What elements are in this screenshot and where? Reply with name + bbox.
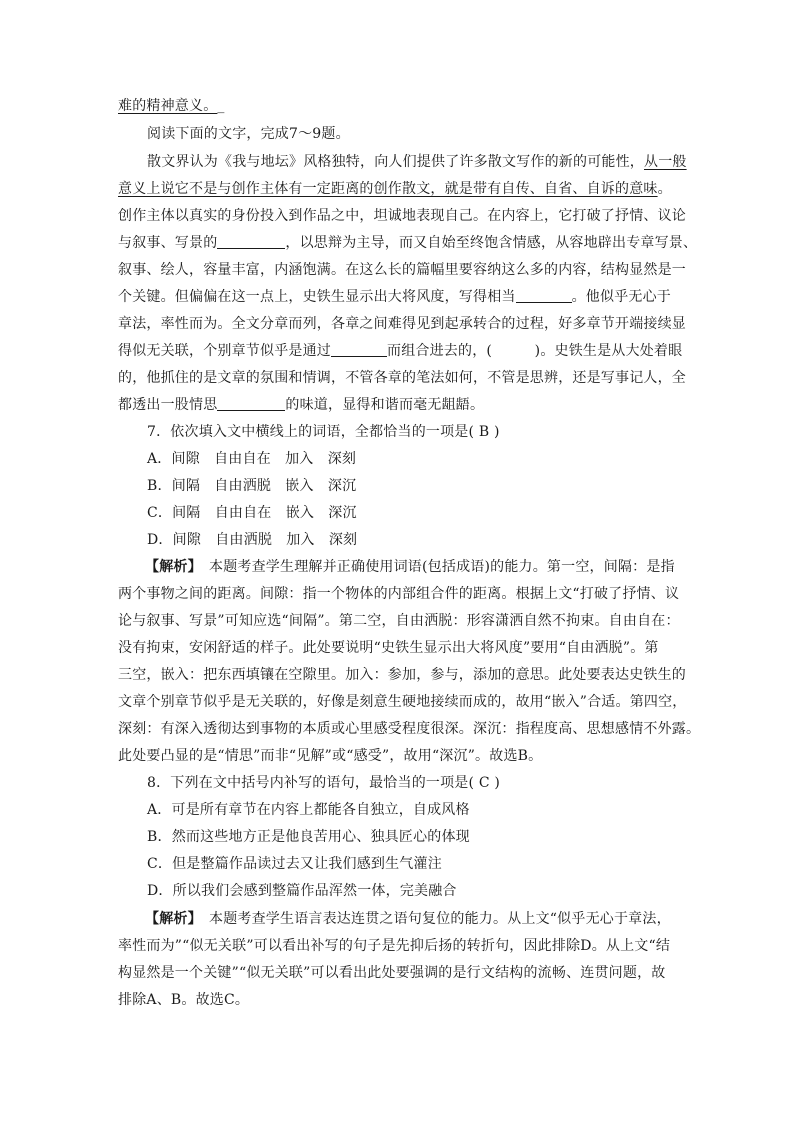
question-7-analysis-line-5: 文章个别章节似乎是无关联的，好像是刻意生硬地接续而成的，故用“嵌入”合适。第四空， [118, 694, 687, 710]
question-7-analysis-line-2: 论与叙事、写景”可知应选“间隔”。第二空，自由洒脱：形容潇洒自然不拘束。自由自在： [118, 613, 680, 629]
fill-blank-1 [217, 234, 285, 249]
passage-line-1 [147, 152, 707, 172]
analysis-label: 【解析】 [145, 559, 195, 575]
underlined-text: 意义上说它不是与创作主体有一定距离的创作散文，就是带有自传、自省、自诉的意味 [118, 181, 658, 197]
passage-text: 。 [657, 181, 672, 197]
question-7-option-b: B．间隔 自由洒脱 嵌入 深沉 [147, 478, 357, 494]
question-7-analysis-line-4: 三空，嵌入：把东西填镶在空隙里。加入：参加，参与，添加的意思。此处要表达史铁生的 [118, 667, 686, 683]
fill-blank-4 [217, 396, 285, 411]
question-7-analysis-line-6: 深刻：有深入透彻达到事物的本质或心里感受程度很深。深沉：指程度高、思想感情不外露。 [118, 721, 701, 737]
passage-text: 散文界认为《我与地坛》风格独特，向人们提供了许多散文写作的新的可能性， [147, 154, 644, 170]
question-7-analysis-line-1: 两个事物之间的距离。间隙：指一个物体的内部组合件的距离。根据上文“打破了抒情、议 [118, 586, 680, 602]
underlined-text: 难的精神意义。 [118, 98, 218, 114]
question-8-option-a: A．可是所有章节在内容上都能各自独立，自成风格 [147, 802, 470, 818]
passage-text: 与叙事、写景的 [118, 235, 218, 251]
question-8-option-b: B．然而这些地方正是他良苦用心、独具匠心的体现 [147, 829, 470, 845]
passage-text: 都透出一股情思 [118, 397, 218, 413]
question-8-analysis-line-3: 排除A、B。故选C。 [118, 992, 250, 1008]
passage-line-5: 叙事、绘人，容量丰富，内涵饱满。在这么长的篇幅里要容纳这么多的内容，结构显然是一 [118, 262, 686, 278]
question-7-stem: 7．依次填入文中横线上的词语，全都恰当的一项是( B ) [147, 424, 500, 440]
question-8-option-d: D．所以我们会感到整篇作品浑然一体，完美融合 [147, 883, 457, 899]
passage-line-3: 创作主体以真实的身份投入到作品之中，坦诚地表现自己。在内容上，它打破了抒情、议论 [118, 208, 686, 224]
question-7-analysis-line-3: 没有拘束，安闲舒适的样子。此处要说明“史铁生显示出大将风度”要用“自由洒脱”。第 [118, 640, 659, 656]
question-8-stem: 8．下列在文中括号内补写的语句，最恰当的一项是( C ) [147, 775, 501, 791]
passage-text: 而组合进去的，( )。史铁生是从大处着眼 [387, 343, 683, 359]
underlined-text: 从一般 [644, 154, 687, 170]
analysis-text: 本题考查学生语言表达连贯之语句复位的能力。从上文“似乎无心于章法， [194, 911, 671, 927]
passage-text: ，以思辩为主导，而又自始至终饱含情感，从容地辟出专章写景、 [285, 235, 698, 251]
question-8-analysis-line-1: 率性而为”“似无关联”可以看出补写的句子是先抑后扬的转折句，因此排除D。从上文“结 [118, 938, 671, 954]
fill-blank-2 [516, 288, 572, 303]
question-7-analysis-line-0 [145, 557, 705, 577]
passage-line-9: 的，他抓住的是文章的氛围和情调，不管各章的笔法如何，不管是思辨，还是写事记人，全 [118, 370, 686, 386]
passage-line-0 [118, 96, 678, 116]
trailing-mark: _ [217, 98, 225, 114]
question-7-option-c: C．间隔 自由自在 嵌入 深沉 [147, 505, 357, 521]
passage-text: 得似无关联，个别章节似乎是通过 [118, 343, 331, 359]
passage-line-2 [118, 179, 678, 199]
fill-blank-3 [331, 342, 387, 357]
passage-line-10 [118, 395, 678, 415]
question-8-analysis-line-0 [145, 909, 705, 929]
question-8-analysis-line-2: 构显然是一个关键”“似无关联”可以看出此处要强调的是行文结构的流畅、连贯问题，故 [118, 965, 666, 981]
question-8-option-c: C．但是整篇作品读过去又让我们感到生气灌注 [147, 856, 442, 872]
analysis-label: 【解析】 [145, 911, 195, 927]
passage-text: 个关键。但偏偏在这一点上，史铁生显示出大将风度，写得相当 [118, 289, 516, 305]
passage-line-4 [118, 233, 698, 253]
question-7-option-d: D．间隙 自由洒脱 加入 深刻 [147, 532, 358, 548]
passage-line-8 [118, 341, 683, 361]
question-7-option-a: A．间隙 自由自在 加入 深刻 [147, 451, 357, 467]
passage-line-7: 章法，率性而为。全文分章而列，各章之间难得见到起承转合的过程，好多章节开端接续显 [118, 316, 686, 332]
passage-text: 的味道，显得和谐而毫无龃龉。 [285, 397, 485, 413]
question-7-analysis-line-7: 此处要凸显的是“情思”而非“见解”或“感受”，故用“深沉”。故选B。 [118, 748, 543, 764]
passage-text: 。他似乎无心于 [571, 289, 672, 305]
analysis-text: 本题考查学生理解并正确使用词语(包括成语)的能力。第一空，间隔：是指 [194, 559, 675, 575]
passage-line-6 [118, 287, 678, 307]
reading-instruction: 阅读下面的文字，完成7～9题。 [147, 126, 350, 142]
